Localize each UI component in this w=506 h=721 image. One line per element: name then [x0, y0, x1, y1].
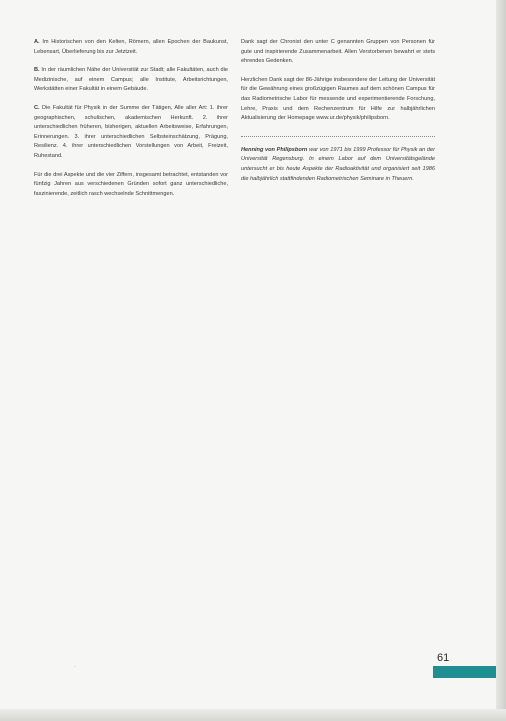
paragraph-b-label: B. — [34, 67, 40, 74]
paragraph-c-label: C. — [34, 104, 40, 111]
paragraph-a-text: Im Historischen von den Kelten, Römern, allen Epochen der Baukunst, Lebensart, Überlieferung bis zur Jetztzeit. — [34, 39, 228, 55]
paragraph-b-text: In der räumlichen Nähe der Universität zur Stadt; alle Fakultäten, auch die Medizinische, auf einem Campus; alle Institute, Arbeitsrichtungen, Werkstätten einer Fakultät in einem Gebäude. — [34, 67, 228, 93]
paragraph-thanks-university: Herzlichen Dank sagt der 86-Jährige insbesondere der Leitung der Universität für die Gewährung eines großzügigen Raumes auf dem schönen Campus für das Radiometrische Labor für messende und experimentierende Forschung, Lehre, Praxis und dem Rechenzentrum für Hilfe zur halbjährlichen Aktualisierung der Homepage www.ur.de/physik/philipsborn. — [241, 76, 435, 122]
page-number: 61 — [437, 652, 450, 664]
page-edge-right — [496, 0, 506, 721]
scan-speck: · — [74, 664, 76, 670]
paragraph-b — [34, 66, 228, 95]
dotted-divider — [241, 136, 435, 137]
paragraph-summary: Für die drei Aspekte und die vier Ziffern, insgesamt betrachtet, entstanden vor fünfzig Jahren aus verschiedenen Gründen sofort ganz unterschiedliche, faszinierende, zeitlich rasch wechselnde Schnittmengen. — [34, 171, 228, 197]
left-column — [34, 38, 228, 208]
author-name: Henning von Philipsborn — [241, 146, 308, 153]
page-edge-bottom — [0, 709, 506, 721]
page-accent-bar — [433, 666, 496, 678]
author-bio-text: war von 1971 bis 1999 Professor für Physik an der Universität Regensburg. In einem Labor auf dem Universitätsgelände untersucht er bis heute Aspekte der Radioaktivität und organisiert seit 1986 die halbjährlich stattfindenden Radiometrischen Seminare in Theuern. — [241, 146, 435, 182]
paragraph-c — [34, 104, 228, 162]
paragraph-thanks-groups: Dank sagt der Chronist den unter C genannten Gruppen von Personen für gute und inspirierende Zusammenarbeit. Allen Verstorbenen bewahrt er stets ehrendes Gedenken. — [241, 39, 435, 65]
author-bio — [241, 146, 435, 184]
paragraph-c-text: Die Fakultät für Physik in der Summe der Tätigen, Alle aller Art: 1. ihrer geographischen, schulischen, akademischen Herkunft. 2. ihrer unterschiedlichen früheren, bisherigen, aktuellen Arbeitsweise, Erfahrungen, Erinnerungen. 3. ihrer unterschiedlichen Selbsteinschätzung, Prägung, Resilienz. 4. ihrer unterschiedlichen Vorstellungen von Arbeit, Freizeit, Ruhestand. — [34, 104, 228, 159]
paragraph-a-label: A. — [34, 39, 40, 45]
right-column — [241, 38, 435, 193]
paragraph-a — [34, 38, 228, 57]
